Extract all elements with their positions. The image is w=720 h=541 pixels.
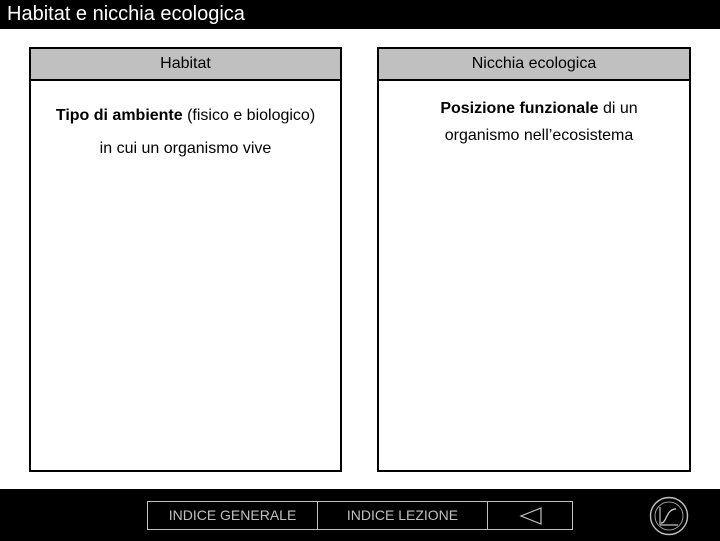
lesson-index-button[interactable]: INDICE LEZIONE: [317, 501, 488, 530]
general-index-button[interactable]: INDICE GENERALE: [147, 501, 318, 530]
left-triangle-icon: [519, 507, 543, 525]
habitat-panel-header: Habitat: [31, 49, 340, 81]
niche-term: Posizione funzionale: [440, 100, 599, 117]
niche-panel: [377, 47, 691, 472]
niche-definition-line2: organismo nell’ecosistema: [444, 127, 634, 144]
niche-definition-rest: di un: [598, 100, 638, 117]
habitat-panel: [29, 47, 342, 472]
niche-panel-header: Nicchia ecologica: [379, 49, 689, 81]
habitat-panel-body: [31, 81, 340, 165]
navigation-footer: [0, 489, 720, 540]
habitat-term: Tipo di ambiente: [55, 107, 183, 124]
title-bar: [0, 0, 720, 29]
page-title: Habitat e nicchia ecologica: [7, 3, 245, 25]
slide-content: [0, 29, 720, 489]
back-button[interactable]: [487, 501, 573, 530]
circular-logo-icon: [649, 496, 689, 536]
habitat-definition-line2: in cui un organismo vive: [99, 140, 272, 157]
niche-panel-body: [379, 81, 689, 149]
habitat-definition-line1: [31, 99, 340, 132]
habitat-definition-rest: (fisico e biologico): [182, 107, 316, 124]
niche-definition-line1: [389, 95, 689, 122]
